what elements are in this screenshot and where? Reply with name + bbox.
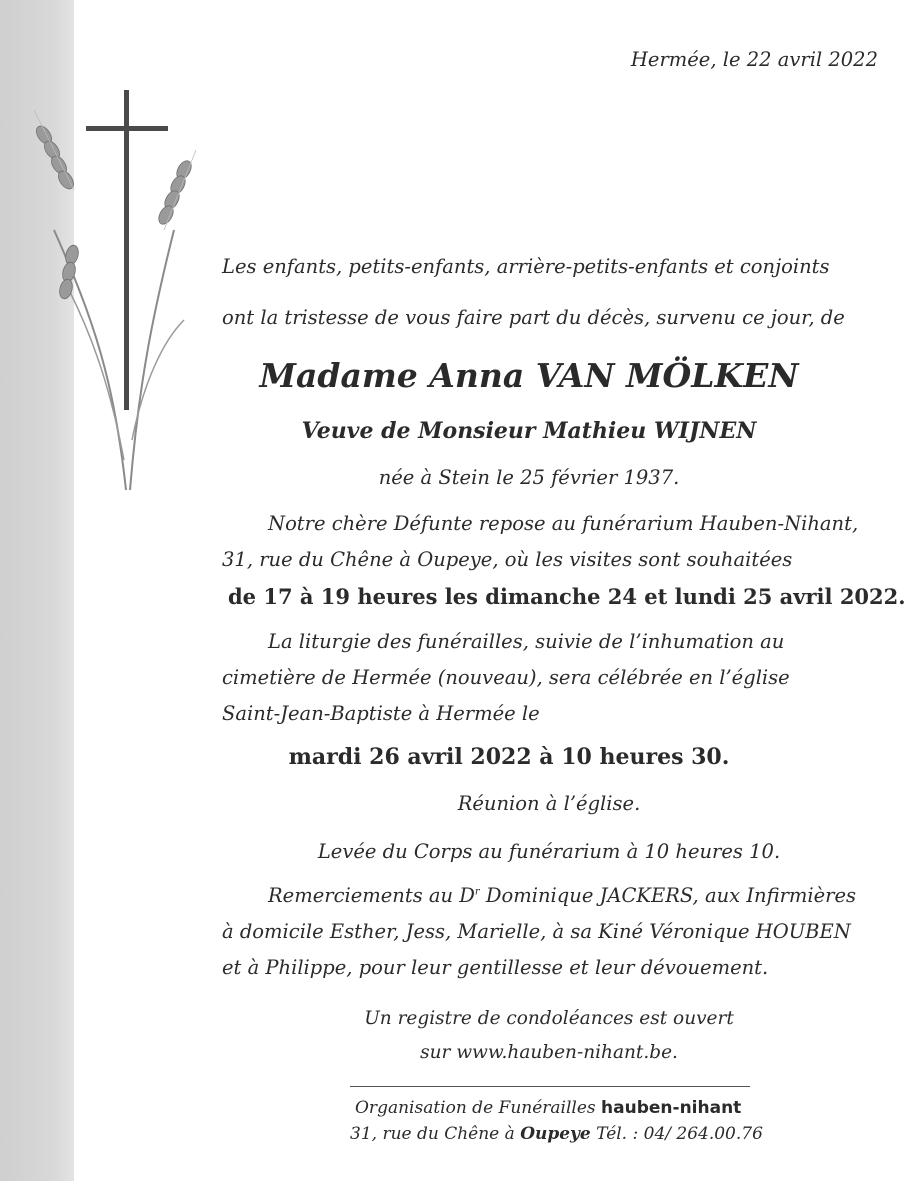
departure-info: Levée du Corps au funérarium à 10 heures 10. [317, 840, 781, 863]
organizer-label: Organisation de Funérailles [355, 1098, 602, 1118]
phone: Tél. : 04/ 264.00.76 [590, 1124, 763, 1144]
widow-of: Veuve de Monsieur Mathieu WIJNEN [301, 418, 757, 444]
thanks-pre: Remerciements au D [268, 884, 475, 907]
liturgy-line-1: La liturgie des funérailles, suivie de l’inhumation au [268, 630, 785, 653]
visitation-line-2: 31, rue du Chêne à Oupeye, où les visites sont souhaitées [222, 548, 793, 571]
address-street: 31, rue du Chêne à [350, 1124, 521, 1144]
meeting-info: Réunion à l’église. [457, 792, 641, 815]
footer-divider [350, 1086, 750, 1087]
visitation-line-1: Notre chère Défunte repose au funérarium Hauben-Nihant, [268, 512, 859, 535]
thanks-post: Dominique JACKERS, aux Infirmières [479, 884, 857, 907]
thanks-line-2: à domicile Esther, Jess, Marielle, à sa Kiné Véronique HOUBEN [222, 920, 851, 943]
visitation-hours: de 17 à 19 heures les dimanche 24 et lundi 25 avril 2022. [228, 584, 906, 609]
thanks-sup: r [474, 886, 480, 898]
register-line-1: Un registre de condoléances est ouvert [364, 1008, 734, 1029]
register-line-2[interactable]: sur www.hauben-nihant.be. [420, 1042, 678, 1063]
organizer-line [355, 1098, 741, 1118]
deceased-name: Madame Anna VAN MÖLKEN [259, 356, 799, 395]
intro-line-2: ont la tristesse de vous faire part du décès, survenu ce jour, de [222, 306, 845, 329]
intro-line-1: Les enfants, petits-enfants, arrière-petits-enfants et conjoints [222, 255, 830, 278]
funeral-datetime: mardi 26 avril 2022 à 10 heures 30. [288, 744, 730, 770]
liturgy-line-3: Saint-Jean-Baptiste à Hermée le [222, 702, 540, 725]
organizer-address [350, 1124, 763, 1144]
liturgy-line-2: cimetière de Hermée (nouveau), sera célébrée en l’église [222, 666, 790, 689]
address-town: Oupeye [520, 1124, 591, 1144]
brand-logo: hauben-nihant [601, 1098, 742, 1118]
birth-info: née à Stein le 25 février 1937. [378, 466, 680, 489]
place-date: Hermée, le 22 avril 2022 [630, 48, 878, 71]
thanks-line-1 [268, 884, 856, 907]
thanks-line-3: et à Philippe, pour leur gentillesse et leur dévouement. [222, 956, 769, 979]
